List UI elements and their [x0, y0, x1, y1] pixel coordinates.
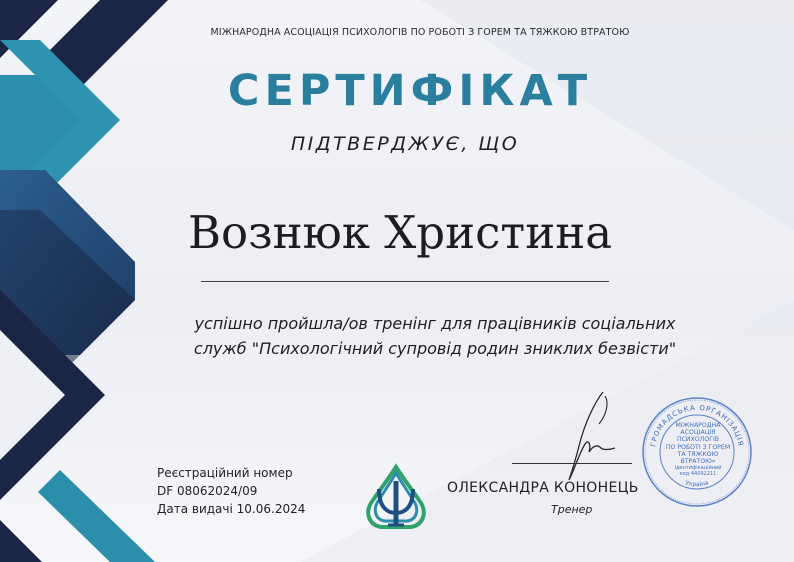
svg-text:Україна — [685, 479, 710, 488]
stamp-line: МІЖНАРОДНА — [675, 422, 721, 429]
issue-date: Дата видачі 10.06.2024 — [157, 502, 306, 516]
organization-name: МІЖНАРОДНА АСОЦІАЦІЯ ПСИХОЛОГІВ ПО РОБОТІ З ГОРЕМ ТА ТЯЖКОЮ ВТРАТОЮ — [210, 27, 630, 38]
stamp-ring-bottom: Україна — [684, 479, 710, 489]
certificate-title: СЕРТИФІКАТ — [227, 66, 593, 116]
psi-logo-icon — [361, 463, 431, 533]
stamp-id-label: Ідентифікаційний — [674, 465, 722, 472]
registration-number: DF 08062024/09 — [157, 484, 258, 498]
description-line-2: служб "Психологічний супровід родин зниклих безвісти" — [193, 339, 677, 358]
stamp-ring-text: ГРОМАДСЬКА ОРГАНІЗАЦІЯ — [649, 403, 745, 448]
signature-icon — [545, 388, 625, 488]
stamp-center-text — [655, 422, 741, 477]
stamp-line: ПСИХОЛОГІВ — [676, 436, 720, 444]
description — [150, 311, 720, 361]
certificate-subtitle: ПІДТВЕРДЖУЄ, ЩО — [290, 133, 520, 155]
name-underline — [201, 281, 609, 282]
stamp-line: АСОЦІАЦІЯ — [680, 429, 716, 437]
stamp-line: ВТРАТОЮ» — [680, 458, 716, 466]
stamp-id-code: код 44092211 — [679, 471, 717, 478]
registration-label: Реєстраційний номер — [157, 466, 293, 480]
stamp-line: ПО РОБОТІ З ГОРЕМ — [665, 443, 731, 451]
recipient-name: Вознюк Христина — [187, 206, 613, 259]
stamp-line: ТА ТЯЖКОЮ — [677, 450, 719, 458]
description-line-1: успішно пройшла/ов тренінг для працівників соціальних — [194, 314, 676, 333]
signer-role: Тренер — [551, 503, 593, 516]
signature-line — [512, 463, 632, 464]
signer-name: ОЛЕКСАНДРА КОНОНЕЦЬ — [447, 480, 639, 496]
registration-info — [157, 464, 305, 518]
